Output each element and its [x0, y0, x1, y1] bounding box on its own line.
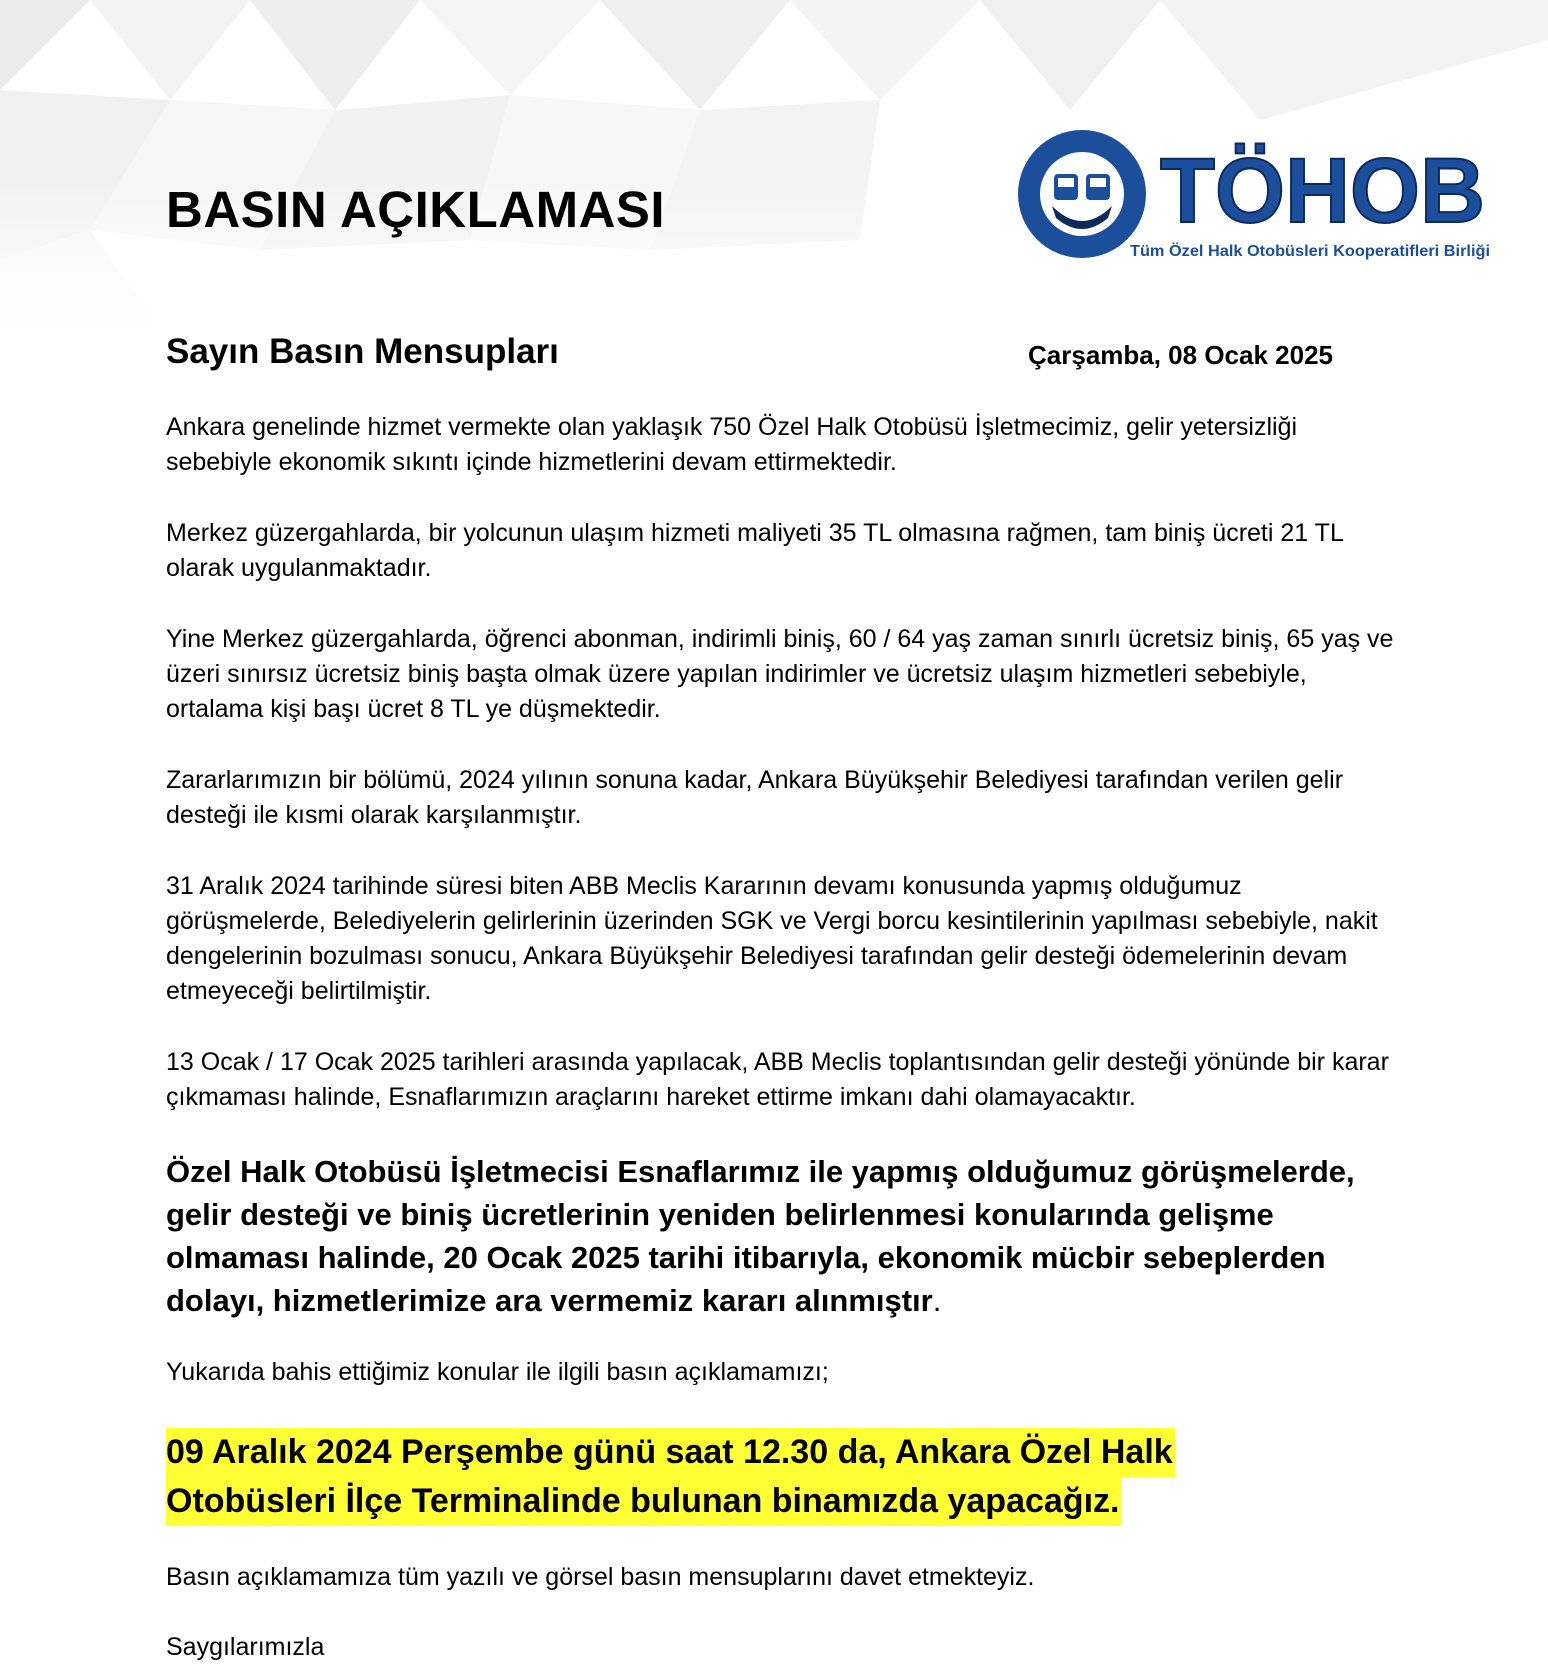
- closing: Saygılarımızla: [166, 1633, 325, 1661]
- paragraph-5: 31 Aralık 2024 tarihinde süresi biten ABB Meclis Kararının devamı konusunda yapmış olduğumuz görüşmelerde, Belediyelerin gelirlerinin üzerinden SGK ve Vergi borcu kesintilerinin yapılması sebebiyle, nakit dengelerinin bozulması sonucu, Ankara Büyükşehir Belediyesi tarafından gelir desteği ödemelerinin devam etmeyeceği belirtilmiştir.: [166, 872, 1378, 1005]
- paragraph-2: Merkez güzergahlarda, bir yolcunun ulaşım hizmeti maliyeti 35 TL olmasına rağmen, tam biniş ücreti 21 TL olarak uygulanmaktadır.: [166, 519, 1343, 582]
- invitation: Basın açıklamamıza tüm yazılı ve görsel basın mensuplarını davet etmekteyiz.: [166, 1563, 1035, 1591]
- highlighted-announcement: [166, 1428, 1396, 1526]
- paragraph-3: Yine Merkez güzergahlarda, öğrenci abonman, indirimli biniş, 60 / 64 yaş zaman sınırlı ücretsiz biniş, 65 yaş ve üzeri sınırsız ücretsiz biniş başta olmak üzere yapılan indirimler ve ücretsiz ulaşım hizmetleri sebebiyle, ortalama kişi başı ücret 8 TL ye düşmektedir.: [166, 625, 1394, 723]
- paragraph-1: Ankara genelinde hizmet vermekte olan yaklaşık 750 Özel Halk Otobüsü İşletmecimiz, gelir yetersizliği sebebiyle ekonomik sıkıntı içinde hizmetlerini devam ettirmektedir.: [166, 413, 1298, 476]
- intro-line: Yukarıda bahis ettiğimiz konular ile ilgili basın açıklamamızı;: [166, 1358, 829, 1386]
- paragraph-4: Zararlarımızın bir bölümü, 2024 yılının sonuna kadar, Ankara Büyükşehir Belediyesi tarafından verilen gelir desteği ile kısmi olarak karşılanmıştır.: [166, 766, 1344, 829]
- paragraph-6: 13 Ocak / 17 Ocak 2025 tarihleri arasında yapılacak, ABB Meclis toplantısından gelir desteği yönünde bir karar çıkmaması halinde, Esnaflarımızın araçlarını hareket ettirme imkanı dahi olamayacaktır.: [166, 1048, 1389, 1111]
- highlight-line-2: Otobüsleri İlçe Terminalinde bulunan binamızda yapacağız.: [166, 1477, 1121, 1526]
- bold-statement-period: .: [932, 1283, 942, 1318]
- bold-statement-text: Özel Halk Otobüsü İşletmecisi Esnaflarımız ile yapmış olduğumuz görüşmelerde, gelir desteği ve biniş ücretlerinin yeniden belirlenmesi konularında gelişme olmaması halinde, 20 Ocak 2025 tarihi itibarıyla, ekonomik mücbir sebeplerden dolayı, hizmetlerimize ara vermemiz kararı alınmıştır: [166, 1154, 1355, 1318]
- salutation: Sayın Basın Mensupları: [166, 332, 559, 371]
- bold-statement: [166, 1150, 1396, 1322]
- document-date: Çarşamba, 08 Ocak 2025: [1028, 340, 1333, 370]
- highlight-line-1: 09 Aralık 2024 Perşembe günü saat 12.30 da, Ankara Özel Halk: [166, 1428, 1175, 1477]
- tohob-logo: [1012, 128, 1492, 268]
- document-title: BASIN AÇIKLAMASI: [166, 181, 666, 238]
- logo-wordmark-text: TÖHOB: [1160, 140, 1485, 242]
- logo-wordmark: [1160, 140, 1485, 242]
- logo-subtitle: Tüm Özel Halk Otobüsleri Kooperatifleri Birliği: [1130, 243, 1483, 260]
